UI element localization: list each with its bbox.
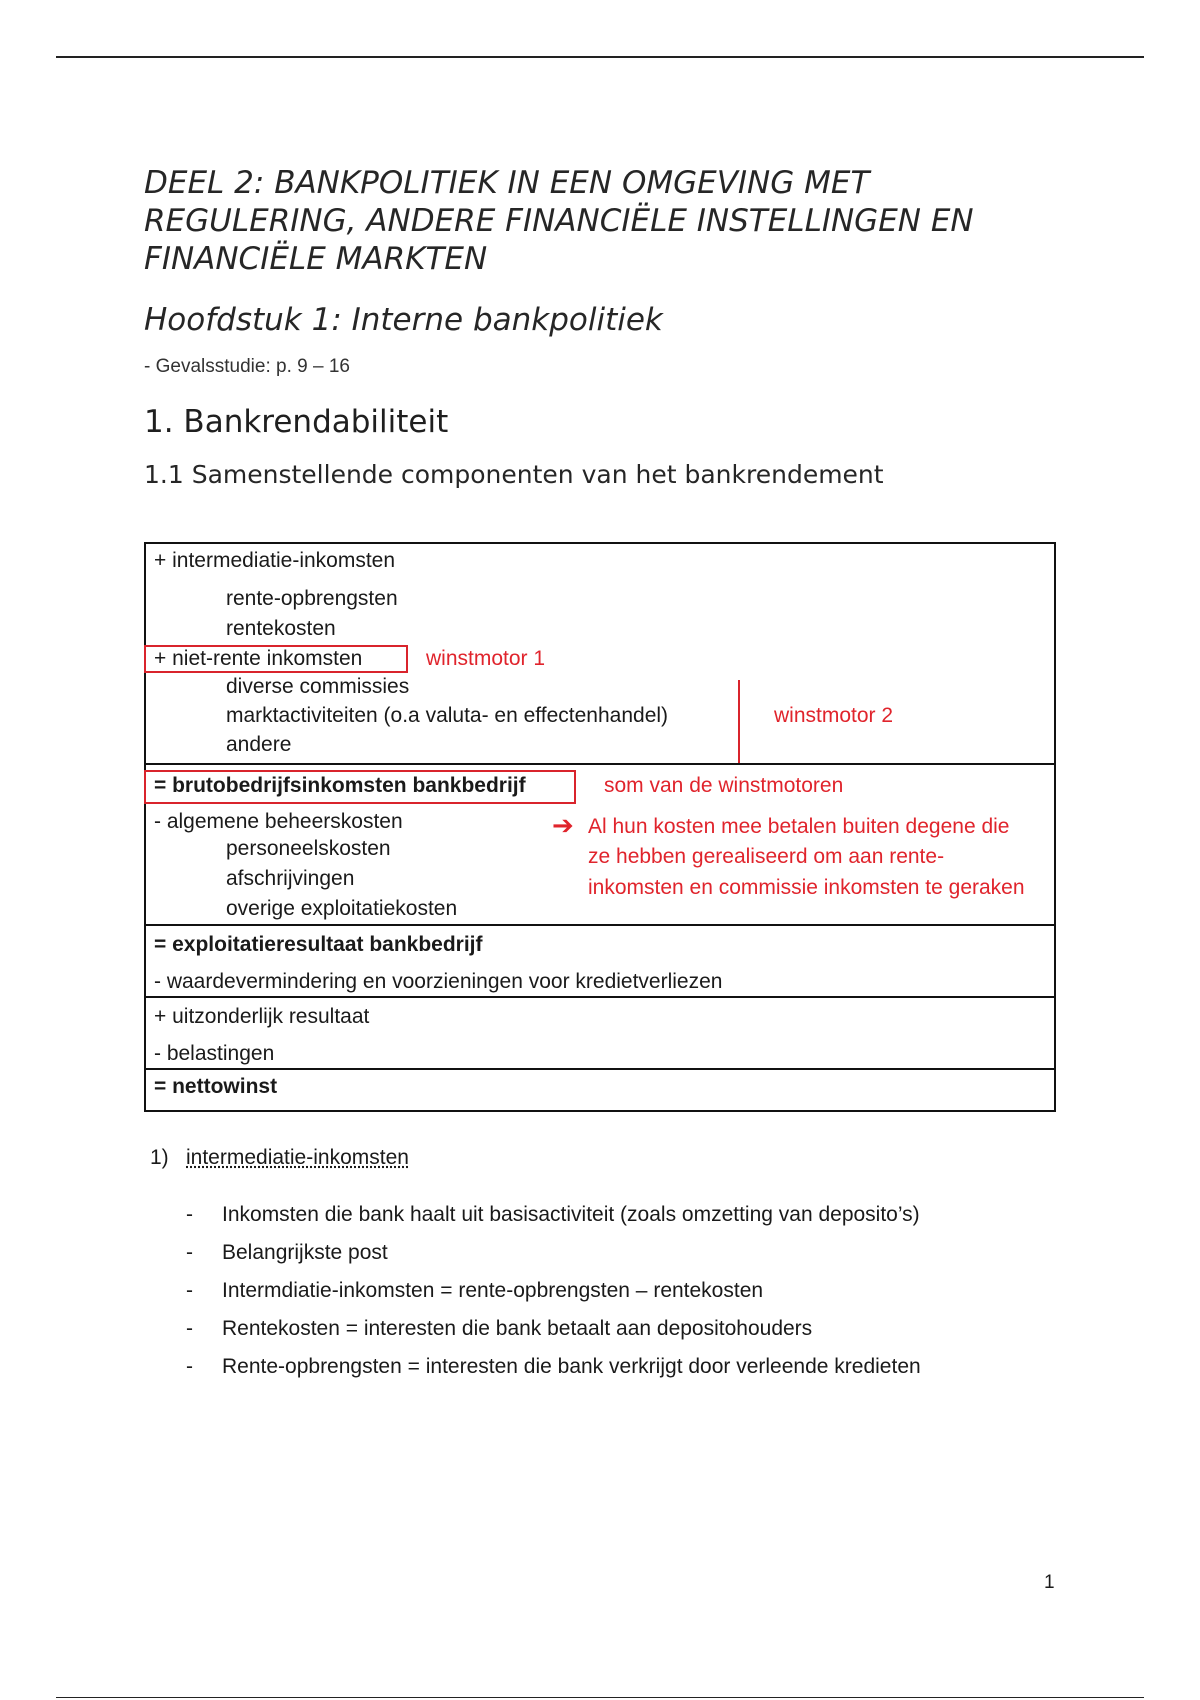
row-interest-costs: rentekosten <box>226 617 336 640</box>
title-line: REGULERING, ANDERE FINANCIËLE INSTELLINGEN EN <box>144 203 974 239</box>
list-item-text: Inkomsten die bank haalt uit basisactiviteit (zoals omzetting van deposito’s) <box>222 1203 920 1226</box>
row-impairments: - waardevermindering en voorzieningen voor kredietverliezen <box>154 970 723 993</box>
list-item-text: Belangrijkste post <box>222 1241 388 1264</box>
bracket-engine-2 <box>730 680 740 764</box>
dash-bullet: - <box>186 1317 193 1340</box>
annotation-note-line: ze hebben gerealiseerd om aan rente- <box>588 845 945 868</box>
row-non-interest: + niet-rente inkomsten <box>154 647 363 670</box>
section-heading: 1. Bankrendabiliteit <box>144 404 449 440</box>
table-divider <box>146 1068 1054 1070</box>
part-title <box>144 164 1064 278</box>
top-rule <box>56 56 1144 58</box>
list-item <box>186 1354 921 1392</box>
row-gross-income: = brutobedrijfsinkomsten bankbedrijf <box>154 774 526 797</box>
chapter-title: Hoofdstuk 1: Interne bankpolitiek <box>144 302 663 338</box>
section-label: intermediatie-inkomsten <box>186 1146 409 1169</box>
row-intermediation: + intermediatie-inkomsten <box>154 549 396 572</box>
row-commissions: diverse commissies <box>226 675 410 698</box>
annotation-engine-2: winstmotor 2 <box>774 704 894 727</box>
annotation-note-line: inkomsten en commissie inkomsten te geraken <box>588 876 1025 899</box>
list-item-text: Rentekosten = interesten die bank betaalt aan depositohouders <box>222 1317 813 1340</box>
annotation-engine-1: winstmotor 1 <box>426 647 546 670</box>
row-taxes: - belastingen <box>154 1042 275 1065</box>
page-number: 1 <box>1044 1572 1055 1593</box>
title-line: FINANCIËLE MARKTEN <box>144 241 488 277</box>
annotation-note-line: Al hun kosten mee betalen buiten degene die <box>588 815 1010 838</box>
list-number: 1) <box>150 1146 169 1169</box>
row-interest-income: rente-opbrengsten <box>226 587 398 610</box>
table-divider <box>146 763 1054 765</box>
list-item <box>186 1316 921 1354</box>
row-personnel-costs: personeelskosten <box>226 837 391 860</box>
list-item-text: Rente-opbrengsten = interesten die bank verkrijgt door verleende kredieten <box>222 1355 921 1378</box>
list-item <box>186 1202 921 1240</box>
dash-bullet: - <box>186 1279 193 1302</box>
row-other: andere <box>226 733 292 756</box>
arrow-right-icon: ➔ <box>552 810 574 840</box>
row-depreciation: afschrijvingen <box>226 867 355 890</box>
row-net-profit: = nettowinst <box>154 1075 278 1098</box>
subsection-heading: 1.1 Samenstellende componenten van het bankrendement <box>144 460 884 489</box>
intermediation-bullet-list <box>186 1202 921 1392</box>
bottom-rule <box>56 1697 1144 1698</box>
dash-bullet: - <box>186 1355 193 1378</box>
table-divider <box>146 924 1054 926</box>
row-exceptional-result: + uitzonderlijk resultaat <box>154 1005 370 1028</box>
section-intermediation-heading <box>150 1146 409 1170</box>
list-item <box>186 1278 921 1316</box>
case-study-reference: - Gevalsstudie: p. 9 – 16 <box>144 356 350 377</box>
row-operating-result: = exploitatieresultaat bankbedrijf <box>154 933 483 956</box>
list-item-text: Intermdiatie-inkomsten = rente-opbrengsten – rentekosten <box>222 1279 764 1302</box>
list-item <box>186 1240 921 1278</box>
table-divider <box>146 996 1054 998</box>
dash-bullet: - <box>186 1203 193 1226</box>
annotation-sum: som van de winstmotoren <box>604 774 844 797</box>
row-market-activities: marktactiviteiten (o.a valuta- en effectenhandel) <box>226 704 669 727</box>
title-line: DEEL 2: BANKPOLITIEK IN EEN OMGEVING MET <box>144 165 870 201</box>
row-general-costs: - algemene beheerskosten <box>154 810 403 833</box>
income-statement-table <box>144 542 1056 1112</box>
dash-bullet: - <box>186 1241 193 1264</box>
row-other-costs: overige exploitatiekosten <box>226 897 458 920</box>
